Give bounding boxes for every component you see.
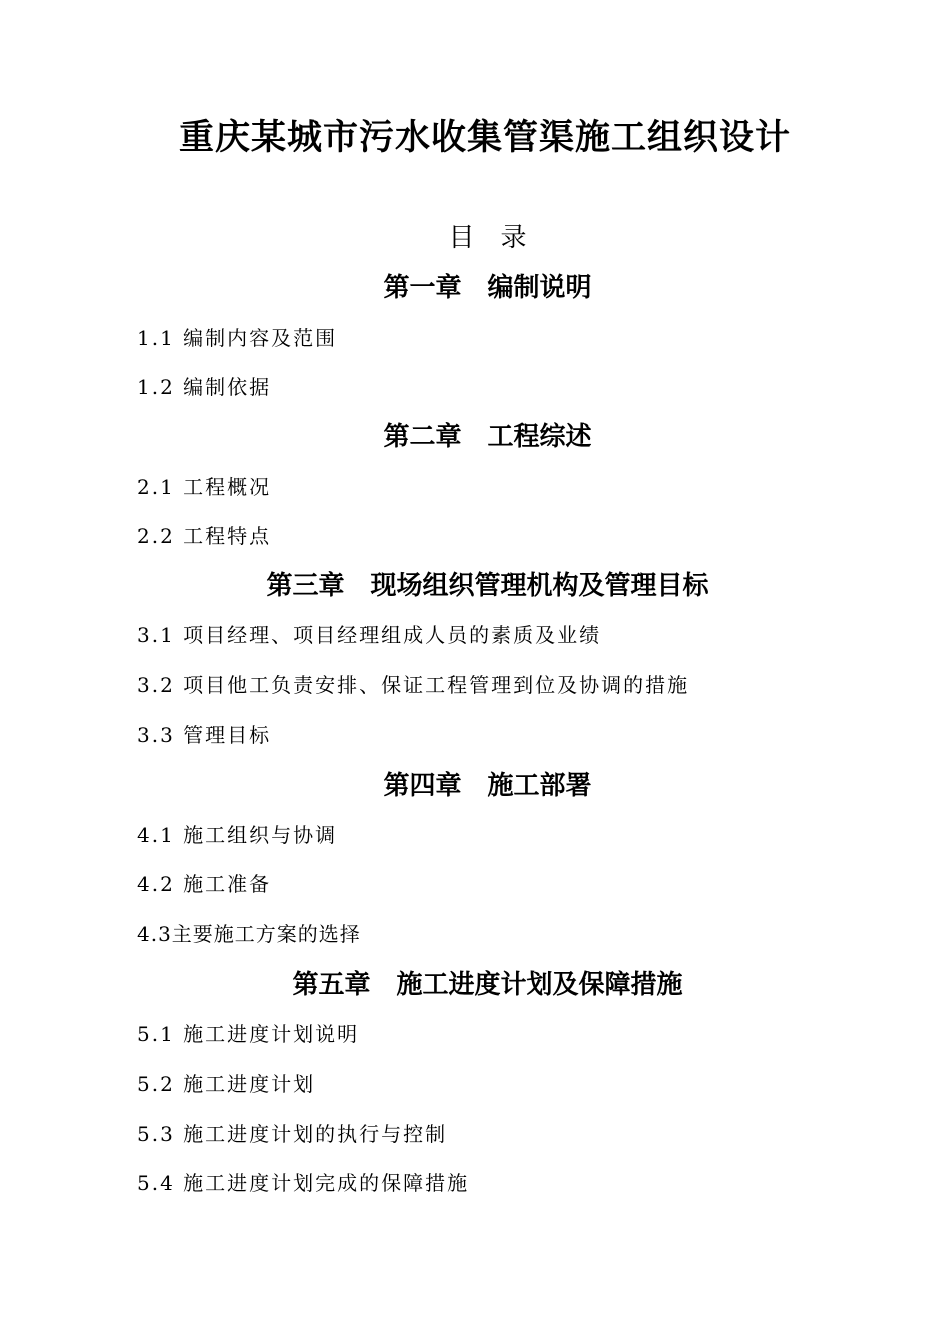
toc-item-3-3: 3.3 管理目标 bbox=[137, 723, 272, 747]
chapter-1-title: 第一章 编制说明 bbox=[383, 273, 592, 303]
toc-heading: 目 录 bbox=[448, 223, 527, 253]
toc-item-1-1: 1.1 编制内容及范围 bbox=[137, 326, 338, 350]
toc-item-4-1: 4.1 施工组织与协调 bbox=[137, 823, 338, 847]
chapter-5-title: 第五章 施工进度计划及保障措施 bbox=[292, 970, 683, 1000]
toc-item-3-2: 3.2 项目他工负责安排、保证工程管理到位及协调的措施 bbox=[137, 673, 690, 697]
toc-item-2-1: 2.1 工程概况 bbox=[137, 475, 272, 499]
toc-item-5-1: 5.1 施工进度计划说明 bbox=[137, 1022, 360, 1046]
toc-item-3-1: 3.1 项目经理、项目经理组成人员的素质及业绩 bbox=[137, 623, 602, 647]
toc-item-5-3: 5.3 施工进度计划的执行与控制 bbox=[137, 1122, 448, 1146]
chapter-3-title: 第三章 现场组织管理机构及管理目标 bbox=[266, 571, 709, 601]
toc-item-5-4: 5.4 施工进度计划完成的保障措施 bbox=[137, 1171, 470, 1195]
toc-item-5-2: 5.2 施工进度计划 bbox=[137, 1072, 316, 1096]
toc-item-4-2: 4.2 施工准备 bbox=[137, 872, 272, 896]
toc-item-1-2: 1.2 编制依据 bbox=[137, 375, 272, 399]
toc-item-4-3: 4.3主要施工方案的选择 bbox=[137, 922, 361, 946]
chapter-4-title: 第四章 施工部署 bbox=[383, 771, 592, 801]
document-title: 重庆某城市污水收集管渠施工组织设计 bbox=[178, 117, 791, 158]
toc-item-2-2: 2.2 工程特点 bbox=[137, 524, 272, 548]
chapter-2-title: 第二章 工程综述 bbox=[383, 422, 592, 452]
